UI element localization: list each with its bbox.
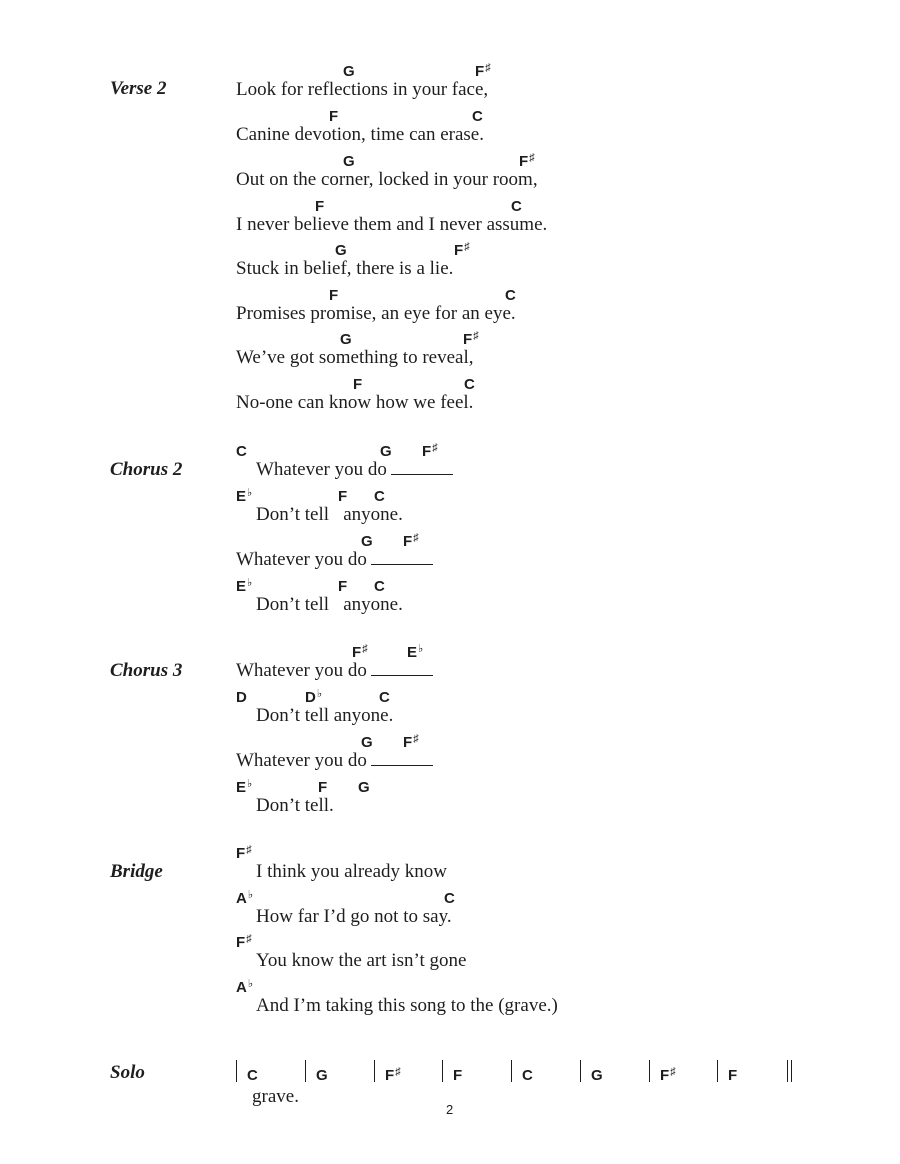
fill-in-blank (371, 751, 433, 766)
chord: F♯ (236, 844, 252, 862)
fill-in-blank (371, 661, 433, 676)
bar-line (374, 1060, 375, 1082)
chord: E♭ (236, 487, 253, 505)
lyric-text: Look for reflections in your face, (236, 79, 489, 100)
chord: F♯ (422, 442, 438, 460)
section-label-solo: Solo (110, 1062, 145, 1083)
lyric-text: And I’m taking this song to the (grave.) (256, 995, 558, 1016)
lyric-text: Canine devotion, time can erase. (236, 124, 484, 145)
section-label-chorus-3: Chorus 3 (110, 660, 183, 681)
lyric-text: Whatever you do (236, 549, 433, 571)
lyric-text: Don’t tell anyone. (256, 705, 394, 726)
bar-line (442, 1060, 443, 1082)
final-bar-line (791, 1060, 792, 1082)
lyric-text: Don’t tell anyone. (256, 504, 403, 525)
chord: G (343, 153, 355, 170)
section-label-verse-2: Verse 2 (110, 78, 167, 99)
chord: D♭ (305, 688, 323, 706)
lyric-text: I never believe them and I never assume. (236, 214, 548, 235)
chord: F (338, 578, 348, 595)
chord: C (379, 689, 390, 706)
chord: F♯ (403, 733, 419, 751)
fill-in-blank (371, 550, 433, 565)
bar-line (305, 1060, 306, 1082)
bar-line (511, 1060, 512, 1082)
section-label-chorus-2: Chorus 2 (110, 459, 183, 480)
chord: F (329, 287, 339, 304)
lyric-text: No-one can know how we feel. (236, 392, 474, 413)
chord: F♯ (519, 152, 535, 170)
final-bar-line (787, 1060, 788, 1082)
fill-in-blank (391, 460, 453, 475)
lyric-text: Whatever you do (256, 459, 453, 481)
chord: G (361, 734, 373, 751)
chord: F (315, 198, 325, 215)
chord: F (338, 488, 348, 505)
solo-chord: G (316, 1067, 328, 1084)
solo-chord: G (591, 1067, 603, 1084)
chord: F (329, 108, 339, 125)
chord: F♯ (454, 241, 470, 259)
lyric-text: Don’t tell. (256, 795, 334, 816)
chord: G (358, 779, 370, 796)
chord: C (374, 488, 385, 505)
lyric-text: Whatever you do (236, 660, 433, 682)
chord: C (511, 198, 522, 215)
chord: E♭ (236, 577, 253, 595)
page-number: 2 (446, 1102, 454, 1117)
lyric-text: Stuck in belief, there is a lie. (236, 258, 454, 279)
chord: G (340, 331, 352, 348)
chord: G (343, 63, 355, 80)
chord: F♯ (236, 933, 252, 951)
chord: C (464, 376, 475, 393)
chord: C (444, 890, 455, 907)
chord: C (374, 578, 385, 595)
solo-chord: F (728, 1067, 738, 1084)
chord: G (380, 443, 392, 460)
bar-line (717, 1060, 718, 1082)
solo-chord: F♯ (660, 1066, 676, 1084)
chord: F♯ (475, 62, 491, 80)
section-label-bridge: Bridge (110, 861, 163, 882)
lyric-text: How far I’d go not to say. (256, 906, 452, 927)
lyric-text: Promises promise, an eye for an eye. (236, 303, 516, 324)
chord: E♭ (236, 778, 253, 796)
chord: A♭ (236, 978, 254, 996)
chord: F♯ (403, 532, 419, 550)
chord: E♭ (407, 643, 424, 661)
chord: F♯ (352, 643, 368, 661)
bar-line (580, 1060, 581, 1082)
chord: F (318, 779, 328, 796)
solo-chord: C (522, 1067, 533, 1084)
lyric-text: I think you already know (256, 861, 448, 882)
chord: C (472, 108, 483, 125)
lyric-text: Whatever you do (236, 750, 433, 772)
chord: G (361, 533, 373, 550)
lyric-text: You know the art isn’t gone (256, 950, 467, 971)
solo-chord: F (453, 1067, 463, 1084)
chord: F♯ (463, 330, 479, 348)
bar-line (236, 1060, 237, 1082)
solo-chord: F♯ (385, 1066, 401, 1084)
chord: G (335, 242, 347, 259)
chord: D (236, 689, 247, 706)
solo-chord: C (247, 1067, 258, 1084)
lyric-text: We’ve got something to reveal, (236, 347, 474, 368)
solo-lyric: grave. (252, 1086, 299, 1107)
chord: A♭ (236, 889, 254, 907)
chord: F (353, 376, 363, 393)
lyric-text: Out on the corner, locked in your room, (236, 169, 538, 190)
lyric-text: Don’t tell anyone. (256, 594, 403, 615)
chord: C (505, 287, 516, 304)
bar-line (649, 1060, 650, 1082)
chord: C (236, 443, 247, 460)
